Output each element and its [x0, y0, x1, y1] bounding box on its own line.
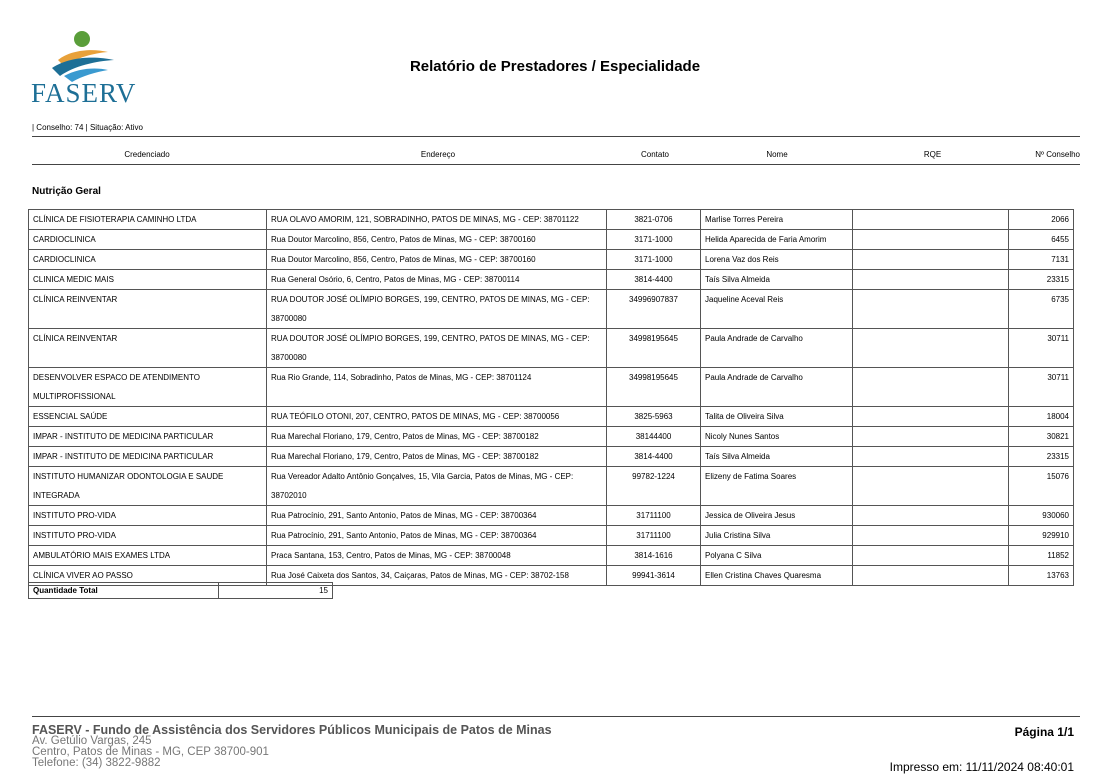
- cell-contato: 3825-5963: [607, 407, 701, 427]
- cell-nome: Lorena Vaz dos Reis: [701, 250, 853, 270]
- footer-address-line2: Centro, Patos de Minas - MG, CEP 38700-901: [32, 746, 269, 758]
- cell-rqe: [853, 447, 1009, 467]
- table-row: [29, 467, 1074, 506]
- cell-endereco: Rua Marechal Floriano, 179, Centro, Patos de Minas, MG - CEP: 38700182: [267, 427, 607, 447]
- cell-endereco: Rua Marechal Floriano, 179, Centro, Patos de Minas, MG - CEP: 38700182: [267, 447, 607, 467]
- cell-contato: 3814-4400: [607, 447, 701, 467]
- cell-credenciado: CARDIOCLINICA: [29, 250, 267, 270]
- section-title: Nutrição Geral: [32, 186, 101, 197]
- cell-rqe: [853, 467, 1009, 506]
- cell-credenciado: IMPAR - INSTITUTO DE MEDICINA PARTICULAR: [29, 427, 267, 447]
- cell-nome: Julia Cristina Silva: [701, 526, 853, 546]
- table-row: [29, 270, 1074, 290]
- filter-text: | Conselho: 74 | Situação: Ativo: [32, 123, 143, 132]
- footer-divider: [32, 716, 1080, 717]
- cell-rqe: [853, 210, 1009, 230]
- cell-rqe: [853, 506, 1009, 526]
- table-row: [29, 546, 1074, 566]
- total-label: Quantidade Total: [29, 583, 219, 599]
- cell-credenciado: IMPAR - INSTITUTO DE MEDICINA PARTICULAR: [29, 447, 267, 467]
- cell-nome: Paula Andrade de Carvalho: [701, 368, 853, 407]
- cell-endereco: Praca Santana, 153, Centro, Patos de Minas, MG - CEP: 38700048: [267, 546, 607, 566]
- cell-rqe: [853, 566, 1009, 586]
- cell-nome: Talita de Oliveira Silva: [701, 407, 853, 427]
- cell-rqe: [853, 407, 1009, 427]
- cell-contato: 34996907837: [607, 290, 701, 329]
- table-row: [29, 447, 1074, 467]
- cell-rqe: [853, 270, 1009, 290]
- cell-nome: Jaqueline Aceval Reis: [701, 290, 853, 329]
- col-header-rqe: RQE: [923, 150, 942, 159]
- cell-nome: Ellen Cristina Chaves Quaresma: [701, 566, 853, 586]
- cell-rqe: [853, 290, 1009, 329]
- cell-credenciado: CLÍNICA VIVER AO PASSO: [29, 566, 267, 586]
- cell-conselho: 929910: [1009, 526, 1074, 546]
- table-row: [29, 427, 1074, 447]
- cell-endereco: Rua Doutor Marcolino, 856, Centro, Patos de Minas, MG - CEP: 38700160: [267, 230, 607, 250]
- cell-endereco: Rua Vereador Adalto Antônio Gonçalves, 15, Vila Garcia, Patos de Minas, MG - CEP: 38702010: [267, 467, 607, 506]
- cell-contato: 3814-1616: [607, 546, 701, 566]
- table-row: [29, 506, 1074, 526]
- table-row: [29, 230, 1074, 250]
- table-row: [29, 210, 1074, 230]
- footer-address-line1: Av. Getúlio Vargas, 245: [32, 735, 152, 747]
- page-number: Página 1/1: [1014, 725, 1074, 739]
- cell-conselho: 7131: [1009, 250, 1074, 270]
- cell-conselho: 23315: [1009, 447, 1074, 467]
- divider: [32, 164, 1080, 165]
- cell-contato: 3814-4400: [607, 270, 701, 290]
- cell-endereco: Rua General Osório, 6, Centro, Patos de Minas, MG - CEP: 38700114: [267, 270, 607, 290]
- footer-org: FASERV - Fundo de Assistência dos Servidores Públicos Municipais de Patos de Minas: [32, 723, 552, 737]
- cell-nome: Paula Andrade de Carvalho: [701, 329, 853, 368]
- cell-contato: 99941-3614: [607, 566, 701, 586]
- cell-endereco: Rua Patrocínio, 291, Santo Antonio, Patos de Minas, MG - CEP: 38700364: [267, 506, 607, 526]
- cell-contato: 38144400: [607, 427, 701, 447]
- cell-rqe: [853, 230, 1009, 250]
- table-row: [29, 250, 1074, 270]
- cell-credenciado: CLINICA MEDIC MAIS: [29, 270, 267, 290]
- cell-contato: 31711100: [607, 526, 701, 546]
- cell-conselho: 930060: [1009, 506, 1074, 526]
- cell-credenciado: AMBULATÓRIO MAIS EXAMES LTDA: [29, 546, 267, 566]
- printed-timestamp: Impresso em: 11/11/2024 08:40:01: [889, 760, 1074, 774]
- cell-contato: 3171-1000: [607, 230, 701, 250]
- cell-nome: Helida Aparecida de Faria Amorim: [701, 230, 853, 250]
- cell-credenciado: CLÍNICA DE FISIOTERAPIA CAMINHO LTDA: [29, 210, 267, 230]
- cell-contato: 3171-1000: [607, 250, 701, 270]
- cell-credenciado: INSTITUTO PRO-VIDA: [29, 526, 267, 546]
- cell-conselho: 30711: [1009, 368, 1074, 407]
- total-row: [29, 583, 333, 599]
- cell-endereco: Rua Rio Grande, 114, Sobradinho, Patos de Minas, MG - CEP: 38701124: [267, 368, 607, 407]
- cell-conselho: 18004: [1009, 407, 1074, 427]
- col-header-endereco: Endereço: [420, 150, 456, 159]
- footer-phone: Telefone: (34) 3822-9882: [32, 757, 161, 769]
- cell-credenciado: INSTITUTO HUMANIZAR ODONTOLOGIA E SAUDE INTEGRADA: [29, 467, 267, 506]
- cell-endereco: Rua Patrocínio, 291, Santo Antonio, Patos de Minas, MG - CEP: 38700364: [267, 526, 607, 546]
- cell-endereco: Rua Doutor Marcolino, 856, Centro, Patos de Minas, MG - CEP: 38700160: [267, 250, 607, 270]
- cell-nome: Elizeny de Fatima Soares: [701, 467, 853, 506]
- table-row: [29, 526, 1074, 546]
- cell-conselho: 13763: [1009, 566, 1074, 586]
- col-header-conselho: Nº Conselho: [1035, 150, 1080, 159]
- cell-endereco: Rua José Caixeta dos Santos, 34, Caiçaras, Patos de Minas, MG - CEP: 38702-158: [267, 566, 607, 586]
- providers-table: [28, 209, 1074, 586]
- cell-endereco: RUA TEÓFILO OTONI, 207, CENTRO, PATOS DE MINAS, MG - CEP: 38700056: [267, 407, 607, 427]
- cell-conselho: 30821: [1009, 427, 1074, 447]
- cell-contato: 99782-1224: [607, 467, 701, 506]
- cell-contato: 34998195645: [607, 368, 701, 407]
- cell-contato: 3821-0706: [607, 210, 701, 230]
- cell-credenciado: ESSENCIAL SAÚDE: [29, 407, 267, 427]
- cell-rqe: [853, 368, 1009, 407]
- cell-conselho: 30711: [1009, 329, 1074, 368]
- logo-wordmark: FASERV: [31, 78, 137, 108]
- cell-endereco: RUA OLAVO AMORIM, 121, SOBRADINHO, PATOS DE MINAS, MG - CEP: 38701122: [267, 210, 607, 230]
- cell-conselho: 15076: [1009, 467, 1074, 506]
- table-row: [29, 290, 1074, 329]
- total-value: 15: [219, 583, 333, 599]
- table-row: [29, 407, 1074, 427]
- cell-nome: Taís Silva Almeida: [701, 447, 853, 467]
- cell-contato: 34998195645: [607, 329, 701, 368]
- cell-endereco: RUA DOUTOR JOSÉ OLÍMPIO BORGES, 199, CENTRO, PATOS DE MINAS, MG - CEP: 38700080: [267, 290, 607, 329]
- total-table: [28, 582, 333, 599]
- table-row: [29, 329, 1074, 368]
- cell-nome: Marlise Torres Pereira: [701, 210, 853, 230]
- cell-conselho: 6735: [1009, 290, 1074, 329]
- col-header-credenciado: Credenciado: [124, 150, 170, 159]
- cell-nome: Nicoly Nunes Santos: [701, 427, 853, 447]
- cell-endereco: RUA DOUTOR JOSÉ OLÍMPIO BORGES, 199, CENTRO, PATOS DE MINAS, MG - CEP: 38700080: [267, 329, 607, 368]
- cell-conselho: 11852: [1009, 546, 1074, 566]
- cell-credenciado: CLÍNICA REINVENTAR: [29, 329, 267, 368]
- cell-credenciado: CLÍNICA REINVENTAR: [29, 290, 267, 329]
- table-row: [29, 368, 1074, 407]
- cell-contato: 31711100: [607, 506, 701, 526]
- cell-rqe: [853, 546, 1009, 566]
- report-title: Relatório de Prestadores / Especialidade: [409, 58, 701, 75]
- cell-credenciado: INSTITUTO PRO-VIDA: [29, 506, 267, 526]
- cell-conselho: 23315: [1009, 270, 1074, 290]
- cell-rqe: [853, 526, 1009, 546]
- cell-rqe: [853, 250, 1009, 270]
- divider: [32, 136, 1080, 137]
- cell-credenciado: CARDIOCLINICA: [29, 230, 267, 250]
- cell-nome: Polyana C Silva: [701, 546, 853, 566]
- footer-info: [32, 725, 552, 769]
- cell-nome: Jessica de Oliveira Jesus: [701, 506, 853, 526]
- cell-rqe: [853, 427, 1009, 447]
- cell-credenciado: DESENVOLVER ESPACO DE ATENDIMENTO MULTIPROFISSIONAL: [29, 368, 267, 407]
- cell-rqe: [853, 329, 1009, 368]
- col-header-contato: Contato: [640, 150, 670, 159]
- cell-conselho: 2066: [1009, 210, 1074, 230]
- col-header-nome: Nome: [766, 150, 788, 159]
- cell-conselho: 6455: [1009, 230, 1074, 250]
- cell-nome: Taís Silva Almeida: [701, 270, 853, 290]
